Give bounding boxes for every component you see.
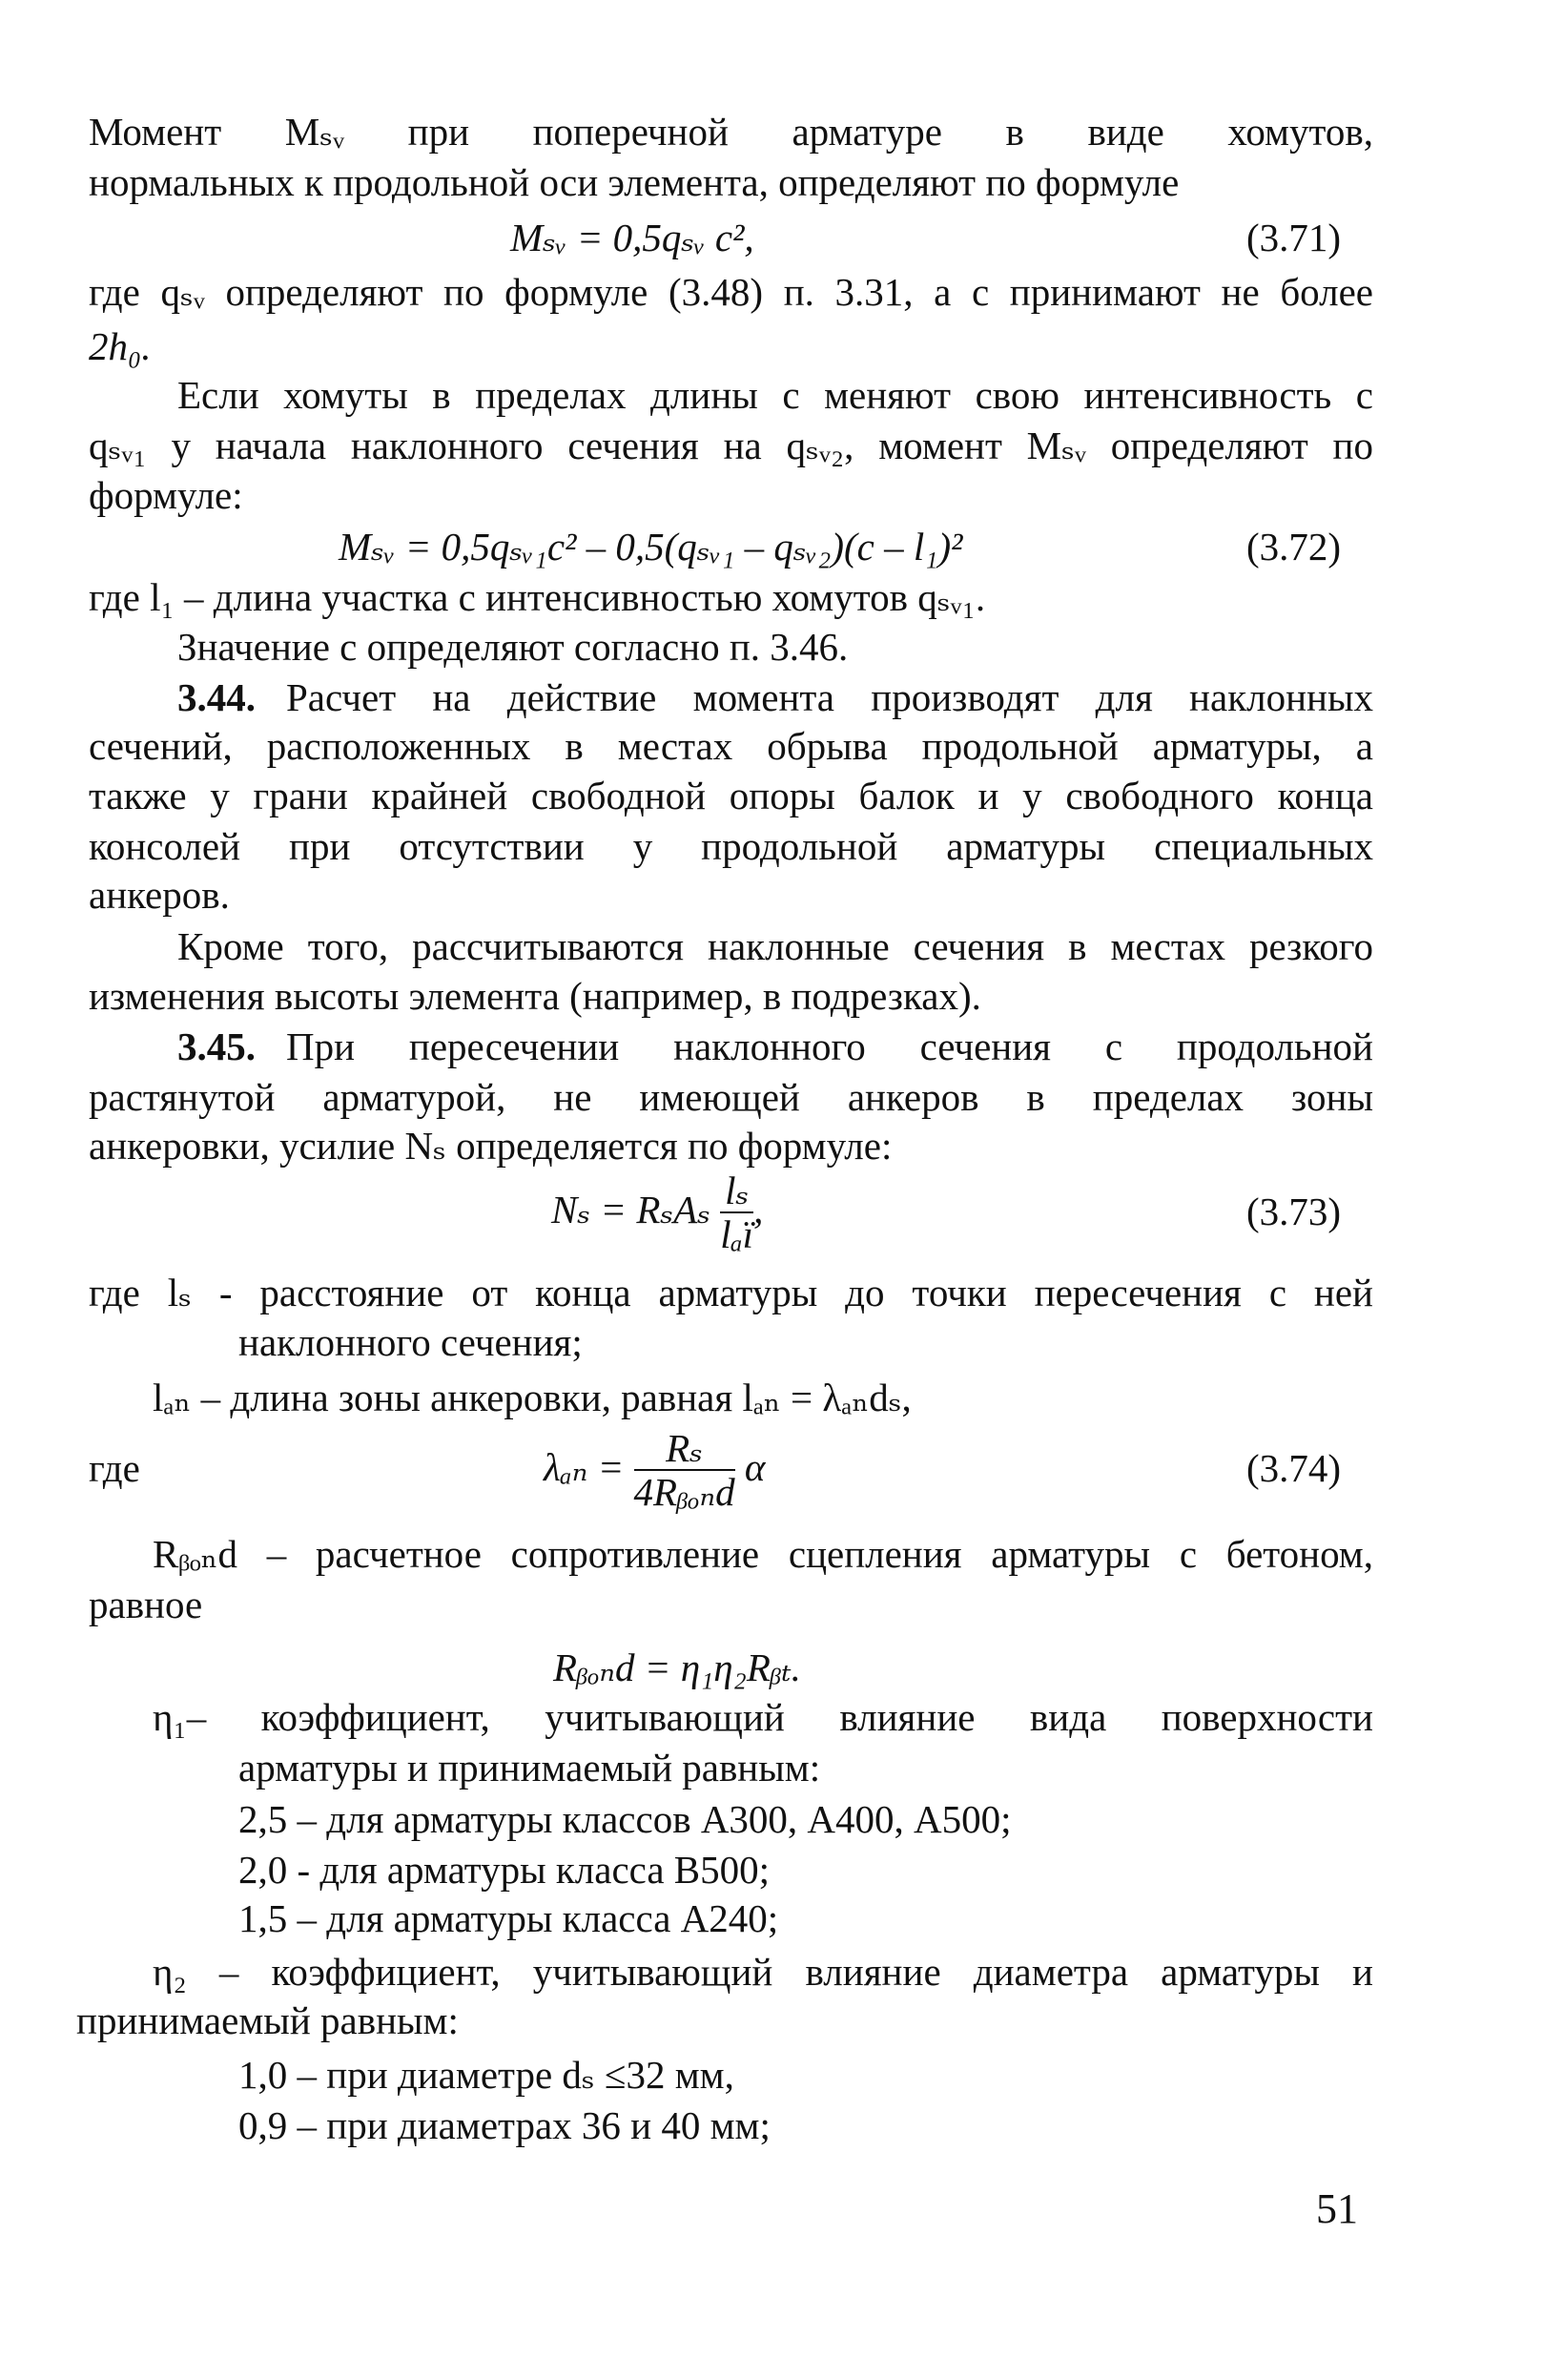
list-item: 1,5 – для арматуры класса А240; <box>238 1896 779 1940</box>
equation-number: (3.71) <box>1246 216 1342 259</box>
text-line: где qₛᵥ определяют по формуле (3.48) п. 3.31, а c принимают не более <box>89 270 1373 314</box>
formula-lhs: Nₛ = RₛAₛ <box>551 1188 711 1231</box>
text-line: где lₛ - расстояние от конца арматуры до точки пересечения с ней <box>89 1271 1373 1314</box>
text-line: принимаемый равным: <box>76 1998 459 2042</box>
text-line: η₁– коэффициент, учитывающий влияние вида поверхности <box>153 1695 1373 1739</box>
section-number: 3.44. <box>177 675 256 719</box>
text-line: lₐₙ – длина зоны анкеровки, равная lₐₙ = λₐₙdₛ, <box>153 1376 912 1419</box>
equation-number: (3.73) <box>1246 1190 1342 1233</box>
list-item: 0,9 – при диаметрах 36 и 40 мм; <box>238 2103 771 2147</box>
text-line: наклонного сечения; <box>238 1320 583 1364</box>
text-line: растянутой арматурой, не имеющей анкеров в пределах зоны <box>89 1075 1373 1119</box>
list-item: 1,0 – при диаметре dₛ ≤32 мм, <box>238 2053 734 2097</box>
text-line: нормальных к продольной оси элемента, определяют по формуле <box>89 160 1180 204</box>
text-line: где l₁ – длина участка с интенсивностью хомутов qₛᵥ₁. <box>89 575 986 619</box>
text-line: Значение c определяют согласно п. 3.46. <box>177 625 849 669</box>
fraction-numerator: lₛ <box>720 1169 753 1213</box>
equation-number: (3.74) <box>1246 1446 1342 1490</box>
formula-rbond: Rᵦₒₙd = η₁η₂Rᵦₜ. <box>553 1645 801 1689</box>
text-line: изменения высоты элемента (например, в подрезках). <box>89 974 981 1018</box>
list-item: 2,5 – для арматуры классов А300, А400, А500; <box>238 1797 1012 1841</box>
fraction <box>720 1169 753 1255</box>
text-line: арматуры и принимаемый равным: <box>238 1746 821 1790</box>
list-item: 2,0 - для арматуры класса В500; <box>238 1848 771 1892</box>
formula-lhs: λₐₙ = <box>544 1445 625 1489</box>
text-line: сечений, расположенных в местах обрыва продольной арматуры, а <box>89 724 1373 768</box>
fraction <box>634 1427 735 1513</box>
formula-3-72: Mₛᵥ = 0,5qₛᵥ₁c² – 0,5(qₛᵥ₁ – qₛᵥ₂)(c – l₁)² <box>339 525 963 569</box>
text-line: также у грани крайней свободной опоры балок и у свободного конца <box>89 774 1373 817</box>
equation-number: (3.72) <box>1246 525 1342 569</box>
text-line: анкеровки, усилие Nₛ определяется по формуле: <box>89 1124 893 1168</box>
fraction-denominator: lₐї <box>720 1211 754 1256</box>
formula-tail: , <box>753 1188 764 1231</box>
section-number: 3.45. <box>177 1024 256 1068</box>
page-number: 51 <box>1316 2185 1358 2232</box>
text-line: 2h₀. <box>89 324 152 368</box>
text-line: Момент Mₛᵥ при поперечной арматуре в виде хомутов, <box>89 110 1373 154</box>
text-line: Если хомуты в пределах длины c меняют свою интенсивность с <box>177 373 1373 417</box>
formula-tail: α <box>744 1445 766 1489</box>
text-line: Rᵦₒₙd – расчетное сопротивление сцепления арматуры с бетоном, <box>153 1532 1373 1576</box>
formula-3-74 <box>544 1423 765 1515</box>
text-line: При пересечении наклонного сечения с продольной <box>286 1024 1373 1068</box>
fraction-denominator: 4Rᵦₒₙd <box>633 1469 735 1514</box>
text-line: Кроме того, рассчитываются наклонные сечения в местах резкого <box>177 924 1373 968</box>
text-line: формуле: <box>89 473 243 517</box>
formula-3-71: Mₛᵥ = 0,5qₛᵥ c², <box>510 216 754 259</box>
formula-3-73 <box>551 1166 763 1257</box>
text-line: η₂ – коэффициент, учитывающий влияние диаметра арматуры и <box>153 1950 1373 1994</box>
text-line: равное <box>89 1583 203 1626</box>
fraction-numerator: Rₛ <box>634 1427 735 1471</box>
text-line: где <box>89 1446 140 1490</box>
text-line: анкеров. <box>89 873 230 917</box>
text-line: Расчет на действие момента производят для наклонных <box>286 675 1373 719</box>
text-line: qₛᵥ₁ у начала наклонного сечения на qₛᵥ₂, момент Mₛᵥ определяют по <box>89 424 1373 467</box>
text-line: консолей при отсутствии у продольной арматуры специальных <box>89 824 1373 868</box>
